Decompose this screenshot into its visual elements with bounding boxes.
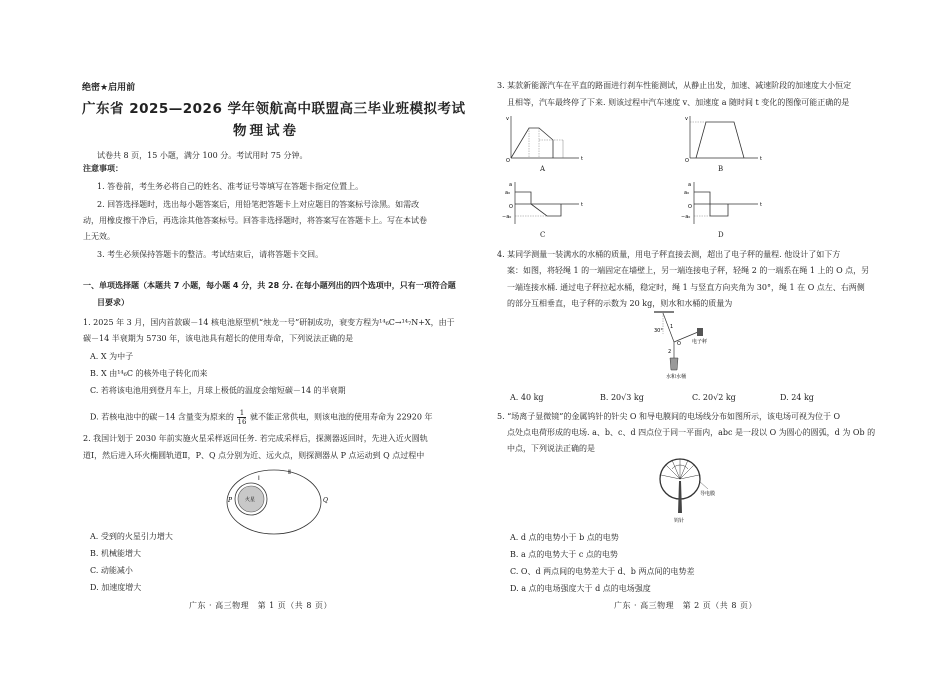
point-o-label: O	[677, 341, 681, 347]
origin-label: O	[506, 158, 510, 164]
q3-stem-1: 3. 某款新能源汽车在平直的路面进行刹车性能测试，从静止出发，加速、减速阶段的加速度大小恒定	[497, 81, 852, 90]
q4-option-d: D. 24 kg	[780, 393, 814, 402]
notice-heading: 注意事项：	[83, 164, 123, 173]
q1-d-numerator: 1	[237, 409, 246, 418]
q3-graph-a	[505, 114, 585, 162]
tungsten-needle	[678, 481, 682, 513]
orbit-ii-label: Ⅱ	[288, 469, 291, 476]
origin-label: O	[509, 204, 513, 210]
page-2-footer: 广东 · 高三物理 第 2 页（共 8 页）	[614, 601, 757, 610]
q1-d-suffix: 就不能正常供电，则该电池的使用寿命为 22920 年	[249, 412, 433, 422]
q4-stem-1: 4. 某同学测量一装满水的水桶的质量，用电子秤直接去测，超出了电子秤的量程. 他设计了如下方	[497, 250, 841, 259]
q1-option-d	[90, 409, 433, 426]
q5-field-diagram	[650, 455, 740, 525]
exam-info: 试卷共 8 页，15 小题，满分 100 分。考试用时 75 分钟。	[97, 151, 308, 160]
velocity-line	[511, 128, 553, 158]
q5-option-c: C. O、d 两点间的电势差大于 d、b 两点间的电势差	[510, 567, 695, 576]
needle-label: 钨针	[674, 518, 685, 524]
a0-label: a₀	[505, 190, 511, 196]
q4-stem-4: 的部分互相垂直，电子秤的示数为 20 kg，则水和水桶的质量为	[507, 299, 733, 308]
q5-option-b: B. a 点的电势大于 c 点的电势	[510, 550, 618, 559]
q2-option-c: C. 动能减小	[90, 566, 133, 575]
acceleration-line	[531, 204, 561, 216]
t-axis-label: t	[581, 156, 583, 162]
angle-label: 30°	[654, 328, 663, 334]
q5-option-d: D. a 点的电场强度大于 d 点的电场强度	[510, 584, 651, 593]
a-axis-label: a	[688, 182, 692, 188]
q4-option-c: C. 20√2 kg	[692, 393, 736, 402]
section-1-heading: 一、单项选择题（本题共 7 小题，每小题 4 分，共 28 分. 在每小题列出的四个选项中，只有一项符合题	[83, 281, 456, 290]
mars-label: 火星	[245, 497, 256, 503]
q3-stem-2: 且相等，汽车最终停了下来. 则该过程中汽车速度 v、加速度 a 随时间 t 变化的图像可能正确的是	[507, 98, 850, 107]
q1-option-a: A. X 为中子	[90, 352, 134, 361]
scale-label: 电子秤	[692, 339, 708, 345]
q4-stem-2: 案：如图，将轻绳 1 的一端固定在墙壁上，另一端连接电子秤，轻绳 2 的一端系在绳 1 上的 O 点，另	[507, 266, 870, 275]
notice-1: 1. 答卷前，考生务必将自己的姓名、准考证号等填写在答题卡指定位置上。	[97, 182, 364, 191]
film-label: 导电膜	[700, 491, 716, 497]
q5-option-a: A. d 点的电势小于 b 点的电势	[510, 533, 619, 542]
origin-label: O	[688, 204, 692, 210]
t-axis-label: t	[760, 156, 762, 162]
q3-graph-c	[502, 180, 585, 228]
a-axis-label: a	[509, 182, 513, 188]
confidential-mark: 绝密★启用前	[82, 83, 136, 93]
rope-2-label: 2	[668, 349, 672, 355]
q1-d-fraction	[237, 409, 246, 426]
notice-2-line-2: 动，用橡皮擦干净后，再选涂其他答案标号。回答非选择题时，将答案写在答题卡上。写在本试卷	[83, 216, 427, 225]
q3-graph-b	[684, 114, 764, 162]
q1-d-prefix: D. 若核电池中的碳－14 含量变为原来的	[90, 412, 234, 422]
origin-label: O	[685, 158, 689, 164]
t-axis-label: t	[581, 202, 583, 208]
exam-title: 广东省 2025—2026 学年领航高中联盟高三毕业班模拟考试	[82, 101, 466, 117]
q4-stem-3: 一端连接水桶. 通过电子秤拉起水桶，稳定时，绳 1 与竖直方向夹角为 30°，绳 1 在 O 点左、右两侧	[507, 283, 865, 292]
q2-option-d: D. 加速度增大	[90, 583, 142, 592]
bucket-label: 水和水桶	[666, 374, 687, 380]
section-1-heading-cont: 目要求）	[97, 298, 129, 307]
q2-stem-1: 2. 我国计划于 2030 年前实施火星采样返回任务. 若完成采样后，探测器返回时，先进入近火圆轨	[83, 434, 428, 443]
q2-stem-2: 道Ⅰ，然后进入环火椭圆轨道Ⅱ，P、Q 点分别为近、远火点，则探测器从 P 点运动到 Q 点过程中	[83, 451, 425, 460]
q2-orbit-diagram	[222, 466, 332, 538]
point-q-label: Q	[323, 497, 328, 504]
notice-2-line-3: 上无效。	[83, 232, 115, 241]
q4-rope-diagram	[640, 312, 730, 384]
notice-3: 3. 考生必须保持答题卡的整洁。考试结束后，请将答题卡交回。	[97, 250, 324, 259]
point-p-label: P	[228, 497, 233, 504]
q4-option-b: B. 20√3 kg	[600, 393, 644, 402]
q3-label-d: D	[718, 231, 724, 239]
q2-option-b: B. 机械能增大	[90, 549, 141, 558]
neg-a0-label: −a₀	[502, 214, 512, 220]
a0-label: a₀	[684, 190, 690, 196]
q1-option-b: B. X 由¹⁴₆C 的核外电子转化而来	[90, 369, 208, 378]
rope-1-label: 1	[670, 324, 674, 330]
v-axis-label: v	[506, 116, 509, 122]
v-axis-label: v	[685, 116, 688, 122]
q5-stem-2: 点处点电荷形成的电场. a、b、c、d 四点位于同一平面内，abc 是一段以 O 为圆心的圆弧，d 为 Ob 的	[507, 428, 876, 437]
velocity-line	[696, 122, 744, 158]
q5-stem-3: 中点，下列说法正确的是	[507, 444, 595, 453]
page-1-footer: 广东 · 高三物理 第 1 页（共 8 页）	[189, 601, 332, 610]
q5-stem-1: 5. “场离子显微镜”的金属钨针的针尖 O 和导电膜间的电场线分布如图所示，该电场可视为位于 O	[497, 412, 841, 421]
q1-d-denominator: 16	[237, 418, 247, 426]
paper-subtitle: 物理试卷	[233, 123, 299, 139]
bucket-icon	[670, 358, 678, 370]
orbit-i-label: Ⅰ	[258, 475, 260, 482]
q3-label-a: A	[540, 165, 546, 173]
q3-graph-d	[681, 180, 764, 228]
q1-stem-1: 1. 2025 年 3 月，国内首款碳－14 核电池原型机“烛龙一号”研制成功，衰变方程为¹⁴₆C→¹⁴₇N+X，由于	[83, 318, 455, 327]
acceleration-line	[710, 204, 728, 216]
q3-label-b: B	[718, 165, 724, 173]
q1-option-c: C. 若将该电池用到登月车上，月球上极低的温度会缩短碳－14 的半衰期	[90, 386, 346, 395]
q2-option-a: A. 受到的火星引力增大	[90, 532, 173, 541]
q4-option-a: A. 40 kg	[510, 393, 544, 402]
notice-2-line-1: 2. 回答选择题时，选出每小题答案后，用铅笔把答题卡上对应题目的答案标号涂黑。如需改	[97, 200, 420, 209]
q1-stem-2: 碳－14 半衰期为 5730 年，该电池具有超长的使用寿命，下列说法正确的是	[83, 334, 354, 343]
t-axis-label: t	[760, 202, 762, 208]
electronic-scale-icon	[697, 328, 703, 336]
neg-a0-label: −a₀	[681, 214, 691, 220]
q3-label-c: C	[540, 231, 546, 239]
